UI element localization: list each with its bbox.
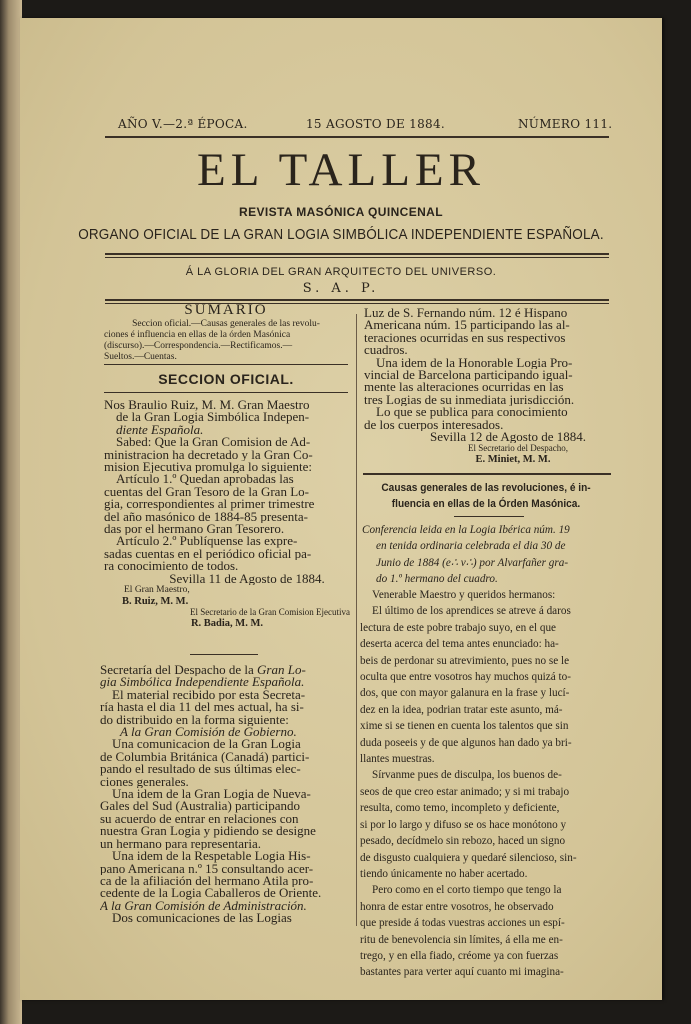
causas-short-rule bbox=[454, 516, 524, 517]
secretaria-line: ca de la afiliación del hermano Atila pro- bbox=[100, 874, 314, 888]
secretaria-line: cedente de la Logia Caballeros de Oriente. bbox=[100, 887, 322, 900]
secretaria-line: Secretaría del Despacho de la Gran Lo- bbox=[100, 664, 306, 677]
decree-line: ministracion ha decretado y la Gran Co- bbox=[104, 448, 313, 462]
right-line: mente las alteraciones ocurridas en las bbox=[364, 381, 564, 394]
causas-title bbox=[370, 480, 602, 512]
sumario-line: Sueltos.—Cuentas. bbox=[104, 352, 177, 362]
secretaria-line: Una idem de la Gran Logia de Nueva- bbox=[112, 788, 311, 801]
right-secretario-label: El Secretario del Despacho, bbox=[468, 443, 568, 454]
speech-line: duda poseeis y de que algunos han dado ya bri- bbox=[360, 736, 572, 749]
speech-line: Sírvanme pues de disculpa, los buenos de- bbox=[372, 769, 562, 782]
speech-line: de disgusto cualquiera y quedaré silencioso, sin- bbox=[360, 851, 577, 864]
gloria-dedication: Á LA GLORIA DEL GRAN ARQUITECTO DEL UNIVERSO. bbox=[185, 266, 497, 278]
right-line: tres Logias de su inmediata jurisdicción. bbox=[364, 393, 575, 407]
sumario-line: (discurso).—Correspondencia.—Rectificamos.— bbox=[104, 341, 293, 351]
issue-number: NÚMERO 111. bbox=[518, 117, 613, 131]
right-secretario-name: E. Miniet, M. M. bbox=[475, 454, 551, 466]
secretaria-line: A la Gran Comisión de Gobierno. bbox=[120, 726, 297, 739]
speech-line: ritu de benevolencia sin límites, á ella me en- bbox=[360, 933, 563, 946]
speech-line: Venerable Maestro y queridos hermanos: bbox=[372, 589, 556, 601]
speech-line: Pero como en el corto tiempo que tengo la bbox=[372, 884, 562, 897]
seccion-rule bbox=[104, 392, 348, 393]
speech-line: llantes muestras. bbox=[360, 753, 435, 766]
speech-line: dos, que con mayor galanura en la frase y lucí- bbox=[360, 687, 570, 700]
decree-line bbox=[104, 411, 350, 423]
right-line: Una idem de la Honorable Logia Pro- bbox=[376, 356, 573, 370]
right-line: Americana núm. 15 participando las al- bbox=[364, 319, 570, 332]
secretario-name: R. Badia, M. M. bbox=[190, 618, 264, 630]
speech-line: si por lo largo y difuso se os hace monótono y bbox=[360, 818, 567, 831]
secretaria-line: Gales del Sud (Australia) participando bbox=[100, 800, 300, 813]
decree-line: das por el hermano Gran Tesorero. bbox=[104, 523, 285, 536]
conferencia-line: en tenida ordinaria celebrada el dia 30 de bbox=[376, 540, 566, 553]
sap-initials: S. A. P. bbox=[302, 281, 380, 296]
causas-title-line: fluencia en ellas de la Órden Masónica. bbox=[391, 498, 581, 510]
right-line: cuadros. bbox=[364, 344, 408, 357]
newspaper-title: EL TALLER bbox=[197, 144, 485, 196]
secretaria-block bbox=[100, 664, 350, 925]
decree-line: ra conocimiento de todos. bbox=[104, 560, 239, 573]
speech-line: xime si se tienen en cuenta los talentos que sin bbox=[360, 720, 569, 733]
masthead-rule-bottom bbox=[105, 257, 609, 258]
column-divider bbox=[356, 314, 357, 926]
secretaria-line: ciones generales. bbox=[100, 775, 189, 789]
speech-body bbox=[360, 587, 612, 981]
right-date: Sevilla 12 de Agosto de 1884. bbox=[430, 431, 586, 444]
gran-maestro-name: B. Ruiz, M. M. bbox=[122, 596, 189, 608]
sumario-line: Seccion oficial.—Causas generales de las revolu- bbox=[132, 319, 320, 329]
gran-maestro-label: El Gran Maestro, bbox=[124, 585, 190, 596]
speech-line: beis de perdonar su atrevimiento, pues no se le bbox=[360, 654, 570, 667]
conferencia-line: do 1.º hermano del cuadro. bbox=[376, 573, 498, 586]
speech-line: pesado, decídmelo sin rebozo, haced un signo bbox=[360, 835, 566, 848]
speech-line: dez en la idea, podrian tratar este asunto, má- bbox=[360, 703, 563, 716]
secretaria-line: A la Gran Comisión de Administración. bbox=[100, 899, 307, 913]
causas-rule bbox=[363, 473, 611, 475]
conferencia-line: Junio de 1884 (e∴ v∴) por Alvarfañer gra- bbox=[376, 556, 569, 569]
secretaria-line: El material recibido por esta Secreta- bbox=[112, 688, 306, 702]
header-rule bbox=[105, 136, 609, 138]
organo-oficial-line: ORGANO OFICIAL DE LA GRAN LOGIA SIMBÓLICA INDEPENDIENTE ESPAÑOLA. bbox=[78, 226, 604, 243]
issue-date: 15 AGOSTO DE 1884. bbox=[306, 117, 445, 131]
speech-line: deserta acerca del tema antes enunciado: ha- bbox=[360, 638, 559, 651]
conferencia-line: Conferencia leida en la Logia Ibérica núm. 19 bbox=[362, 524, 570, 536]
issue-year: AÑO V.—2.ª ÉPOCA. bbox=[118, 117, 248, 131]
secretario-label: El Secretario de la Gran Comision Ejecutiva bbox=[190, 607, 350, 618]
secretaria-line: do distribuido en la forma siguiente: bbox=[100, 713, 289, 727]
secretaria-line: Dos comunicaciones de las Logias bbox=[112, 912, 292, 925]
decree-date: Sevilla 11 de Agosto de 1884. bbox=[169, 572, 325, 586]
decree-text: de la Gran Logia Simbólica Indepen- bbox=[116, 411, 310, 424]
speech-line: resulta, como temo, incompleto y deficiente, bbox=[360, 802, 560, 815]
decree-line: gia, correspondientes al primer trimestre bbox=[104, 498, 315, 511]
secretaria-line: nuestra Gran Logia y pidiendo se designe bbox=[100, 825, 316, 838]
secretaria-line: su acuerdo de entrar en relaciones con bbox=[100, 812, 299, 826]
right-line: vincial de Barcelona participando igual- bbox=[364, 369, 573, 382]
seccion-oficial-title: SECCION OFICIAL. bbox=[158, 371, 294, 387]
book-binding-edge bbox=[0, 0, 22, 1024]
speech-line: que preside á todas vuestras acciones un espí- bbox=[360, 917, 565, 930]
decree-line: del año masónico de 1884-85 presenta- bbox=[104, 510, 308, 524]
speech-line: honra de estar entre vosotros, he observado bbox=[360, 900, 554, 913]
speech-line: tiendo únicamente no haber acertado. bbox=[360, 867, 528, 880]
secretaria-line: de Columbia Británica (Canadá) partici- bbox=[100, 750, 310, 764]
decree-line: cuentas del Gran Tesoro de la Gran Lo- bbox=[104, 485, 309, 499]
decree-line: Artículo 1.º Quedan aprobadas las bbox=[116, 473, 294, 486]
sumario-rule bbox=[104, 364, 348, 365]
secretaria-line: pando el resultado de sus últimas elec- bbox=[100, 763, 301, 776]
secretaria-line: ría hasta el dia 11 del mes actual, ha si- bbox=[100, 701, 304, 714]
decree-block bbox=[104, 399, 350, 629]
masthead-rule-top bbox=[105, 253, 609, 255]
decree-line: mision Ejecutiva promulga lo siguiente: bbox=[104, 461, 312, 474]
secretaria-line: Una comunicacion de la Gran Logia bbox=[112, 738, 301, 751]
decree-line: diente Española. bbox=[116, 423, 204, 437]
right-line: de los cuerpos interesados. bbox=[364, 418, 504, 432]
decree-line: Artículo 2.º Publíquense las expre- bbox=[116, 535, 298, 548]
speech-line: oculta que entre vosotros hay muchos quizá to- bbox=[360, 671, 571, 684]
secretaria-line: pano Americana n.º 15 consultando acer- bbox=[100, 862, 314, 875]
speech-line: bastantes para verter aquí cuanto mi imagina- bbox=[360, 966, 564, 979]
newspaper-subtitle: REVISTA MASÓNICA QUINCENAL bbox=[239, 205, 443, 219]
speech-line: El último de los aprendices se atreve á daros bbox=[372, 605, 571, 618]
secretaria-line: un hermano para representaria. bbox=[100, 837, 261, 851]
conferencia-note bbox=[362, 522, 612, 588]
newspaper-page bbox=[20, 18, 662, 1000]
speech-line: seos de que creo estar animado; y si mi trabajo bbox=[360, 785, 570, 798]
decree-line: sadas cuentas en el periódico oficial pa- bbox=[104, 547, 312, 561]
short-divider bbox=[190, 654, 258, 655]
right-column-top bbox=[364, 307, 612, 465]
sumario-title: SUMARIO bbox=[184, 302, 268, 318]
decree-line: Sabed: Que la Gran Comision de Ad- bbox=[116, 436, 311, 449]
causas-title-line: Causas generales de las revoluciones, é in- bbox=[381, 482, 591, 494]
section-rule-top bbox=[105, 299, 609, 301]
right-line: teraciones ocurridas en sus respectivos bbox=[364, 331, 566, 345]
decree-line: Nos Braulio Ruiz, M. M. Gran Maestro bbox=[104, 399, 310, 412]
speech-line: trego, y en ella fiado, créome ya con fuerzas bbox=[360, 949, 559, 962]
right-line: Luz de S. Fernando núm. 12 é Hispano bbox=[364, 307, 568, 320]
speech-line: lectura de este pobre trabajo suyo, en el que bbox=[360, 621, 557, 634]
right-line: Lo que se publica para conocimiento bbox=[376, 406, 568, 419]
left-column bbox=[104, 302, 348, 363]
secretaria-line: gia Simbólica Independiente Española. bbox=[100, 676, 305, 689]
sumario-line: ciones é influencia en ellas de la órden Masónica bbox=[104, 330, 291, 340]
secretaria-line: Una idem de la Respetable Logia His- bbox=[112, 850, 311, 863]
